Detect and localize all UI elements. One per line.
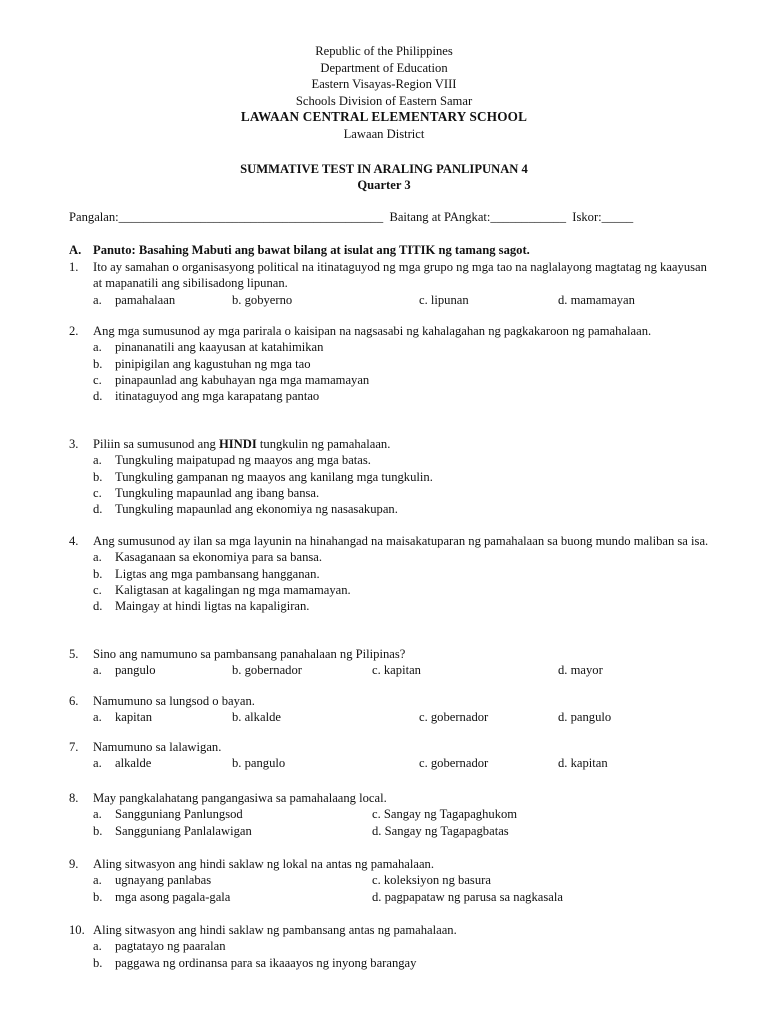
name-label: Pangalan: [69, 210, 119, 224]
score-blank: _____ [601, 210, 634, 224]
option-text: pinipigilan ang kagustuhan ng mga tao [115, 356, 311, 371]
option-b: b. gobernador [232, 663, 302, 678]
option-c: c. koleksiyon ng basura [372, 873, 491, 888]
option-letter: a. [93, 939, 102, 954]
question-9 [69, 856, 719, 905]
option-row [93, 823, 719, 839]
option-b [93, 469, 719, 485]
option-a: kapitan [115, 710, 153, 725]
option-row [93, 755, 719, 771]
question-stem: Aling sitwasyon ang hindi saklaw ng pambansang antas ng pamahalaan. [93, 923, 457, 937]
option-a: Sangguniang Panlungsod [115, 807, 243, 822]
option-b-letter: b. [93, 889, 103, 904]
question-number: 9. [69, 857, 79, 871]
question-3 [69, 436, 719, 517]
option-a [93, 339, 719, 355]
option-letter: d. [93, 599, 103, 614]
question-number: 10. [69, 923, 85, 937]
student-info-line [69, 209, 633, 225]
option-letter: c. [93, 485, 102, 500]
option-d: d. mayor [558, 663, 603, 678]
option-row [93, 292, 719, 308]
option-b: b. gobyerno [232, 292, 293, 307]
option-a [93, 549, 719, 565]
option-letter: b. [93, 356, 103, 371]
district-name: Lawaan District [343, 126, 425, 141]
school-name: LAWAAN CENTRAL ELEMENTARY SCHOOL [240, 109, 528, 124]
question-stem: Namumuno sa lungsod o bayan. [93, 694, 255, 708]
option-text: pinapaunlad ang kabuhayan nga mga mamamayan [115, 372, 370, 387]
question-number: 1. [69, 260, 79, 274]
option-a-letter: a. [93, 756, 102, 771]
header-division: Schools Division of Eastern Samar [295, 93, 473, 108]
question-stem [93, 436, 719, 452]
option-text: paggawa ng ordinansa para sa ikaaayos ng inyong barangay [115, 955, 417, 970]
option-a-letter: a. [93, 292, 102, 307]
option-letter: d. [93, 502, 103, 517]
option-a-letter: a. [93, 663, 102, 678]
option-a-letter: a. [93, 710, 102, 725]
option-d: d. kapitan [558, 756, 608, 771]
option-b: mga asong pagala-gala [115, 889, 231, 904]
question-1 [69, 259, 719, 308]
option-letter: b. [93, 955, 103, 970]
option-text: Kasaganaan sa ekonomiya para sa bansa. [115, 550, 323, 565]
option-row [93, 662, 719, 678]
option-letter: c. [93, 372, 102, 387]
option-text: Ligtas ang mga pambansang hangganan. [115, 566, 320, 581]
option-a [93, 452, 719, 468]
option-d: d. pagpapataw ng parusa sa nagkasala [372, 889, 563, 904]
option-letter: a. [93, 340, 102, 355]
option-row [93, 889, 719, 905]
option-b [93, 955, 719, 971]
option-letter: b. [93, 566, 103, 581]
option-text: Tungkuling mapaunlad ang ibang bansa. [115, 485, 320, 500]
option-letter: a. [93, 550, 102, 565]
option-d [93, 388, 719, 404]
instructions [69, 242, 530, 258]
option-text: Tungkuling gampanan ng maayos ang kanilang mga tungkulin. [115, 469, 433, 484]
option-text: pagtatayo ng paaralan [115, 939, 226, 954]
name-blank: __________________________________________ [118, 210, 384, 224]
question-stem: May pangkalahatang pangangasiwa sa pamahalaang local. [93, 791, 387, 805]
section-label: Baitang at PAngkat: [389, 210, 491, 224]
option-letter: a. [93, 453, 102, 468]
question-5 [69, 646, 719, 679]
question-stem: Ito ay samahan o organisasyong political na itinataguyod ng mga grupo ng mga tao na naglalayong magtatag ng kaayusan at mapanatili ang sibilisadong lipunan. [93, 260, 707, 291]
option-letter: d. [93, 389, 103, 404]
question-stem: Aling sitwasyon ang hindi saklaw ng lokal na antas ng pamahalaan. [93, 857, 435, 871]
question-4 [69, 533, 719, 614]
question-stem: Ang mga sumusunod ay mga parirala o kaisipan na nagsasabi ng kahalagahan ng pagkakaroon ng pamahalaan. [93, 324, 652, 338]
test-title: SUMMATIVE TEST IN ARALING PANLIPUNAN 4 [240, 162, 528, 176]
option-a: alkalde [115, 756, 152, 771]
option-row [93, 806, 719, 822]
question-7 [69, 739, 719, 772]
option-c: c. gobernador [419, 710, 489, 725]
option-row [93, 872, 719, 888]
option-b: b. alkalde [232, 710, 281, 725]
option-text: Kaligtasan at kagalingan ng mga mamamayan. [115, 582, 351, 597]
stem-emphasis: HINDI [218, 437, 257, 451]
document-header [0, 43, 768, 142]
question-number: 4. [69, 534, 79, 548]
instructions-text: Panuto: Basahing Mabuti ang bawat bilang at isulat ang TITIK ng tamang sagot. [93, 243, 530, 257]
option-b-letter: b. [93, 823, 103, 838]
option-d [93, 501, 719, 517]
question-number: 8. [69, 791, 79, 805]
option-b: b. pangulo [232, 756, 286, 771]
header-republic: Republic of the Philippines [315, 44, 453, 58]
question-number: 2. [69, 324, 79, 338]
option-a-letter: a. [93, 807, 102, 822]
option-c: c. lipunan [419, 292, 469, 307]
question-8 [69, 790, 719, 839]
option-c [93, 485, 719, 501]
option-letter: c. [93, 582, 102, 597]
question-stem: Namumuno sa lalawigan. [93, 740, 222, 754]
option-a: pangulo [115, 663, 156, 678]
question-stem: Ang sumusunod ay ilan sa mga layunin na hinahangad na maisakatuparan ng pamahalaan sa buong mundo maliban sa isa. [93, 534, 709, 548]
stem-text: Piliin sa sumusunod ang [93, 437, 219, 451]
option-d [93, 598, 719, 614]
option-row [93, 709, 719, 725]
option-a [93, 938, 719, 954]
option-b: Sangguniang Panlalawigan [115, 823, 252, 838]
option-d: d. Sangay ng Tagapagbatas [372, 823, 509, 838]
option-text: itinataguyod ang mga karapatang pantao [115, 389, 320, 404]
option-a-letter: a. [93, 873, 102, 888]
option-d: d. mamamayan [558, 292, 635, 307]
question-stem: Sino ang namumuno sa pambansang panahalaan ng Pilipinas? [93, 647, 406, 661]
question-6 [69, 693, 719, 726]
question-10 [69, 922, 719, 971]
section-letter: A. [69, 243, 82, 257]
option-c: c. Sangay ng Tagapaghukom [372, 807, 518, 822]
test-quarter: Quarter 3 [357, 178, 411, 192]
option-text: Tungkuling maipatupad ng maayos ang mga batas. [115, 453, 371, 468]
header-department: Department of Education [320, 60, 448, 75]
header-region: Eastern Visayas-Region VIII [311, 77, 457, 91]
option-d: d. pangulo [558, 710, 612, 725]
option-c: c. gobernador [419, 756, 489, 771]
test-title-block [0, 161, 768, 193]
question-2 [69, 323, 719, 404]
option-c [93, 372, 719, 388]
question-number: 7. [69, 740, 79, 754]
option-text: Maingay at hindi ligtas na kapaligiran. [115, 599, 310, 614]
option-text: pinananatili ang kaayusan at katahimikan [115, 340, 324, 355]
question-number: 6. [69, 694, 79, 708]
question-number: 5. [69, 647, 79, 661]
option-c: c. kapitan [372, 663, 421, 678]
option-b [93, 356, 719, 372]
option-a: ugnayang panlabas [115, 873, 212, 888]
option-text: Tungkuling mapaunlad ang ekonomiya ng nasasakupan. [115, 502, 398, 517]
score-label: Iskor: [572, 210, 602, 224]
stem-text: tungkulin ng pamahalaan. [256, 437, 391, 451]
section-blank: ____________ [490, 210, 566, 224]
option-b [93, 566, 719, 582]
option-a: pamahalaan [115, 292, 176, 307]
option-c [93, 582, 719, 598]
option-letter: b. [93, 469, 103, 484]
question-number: 3. [69, 437, 79, 451]
